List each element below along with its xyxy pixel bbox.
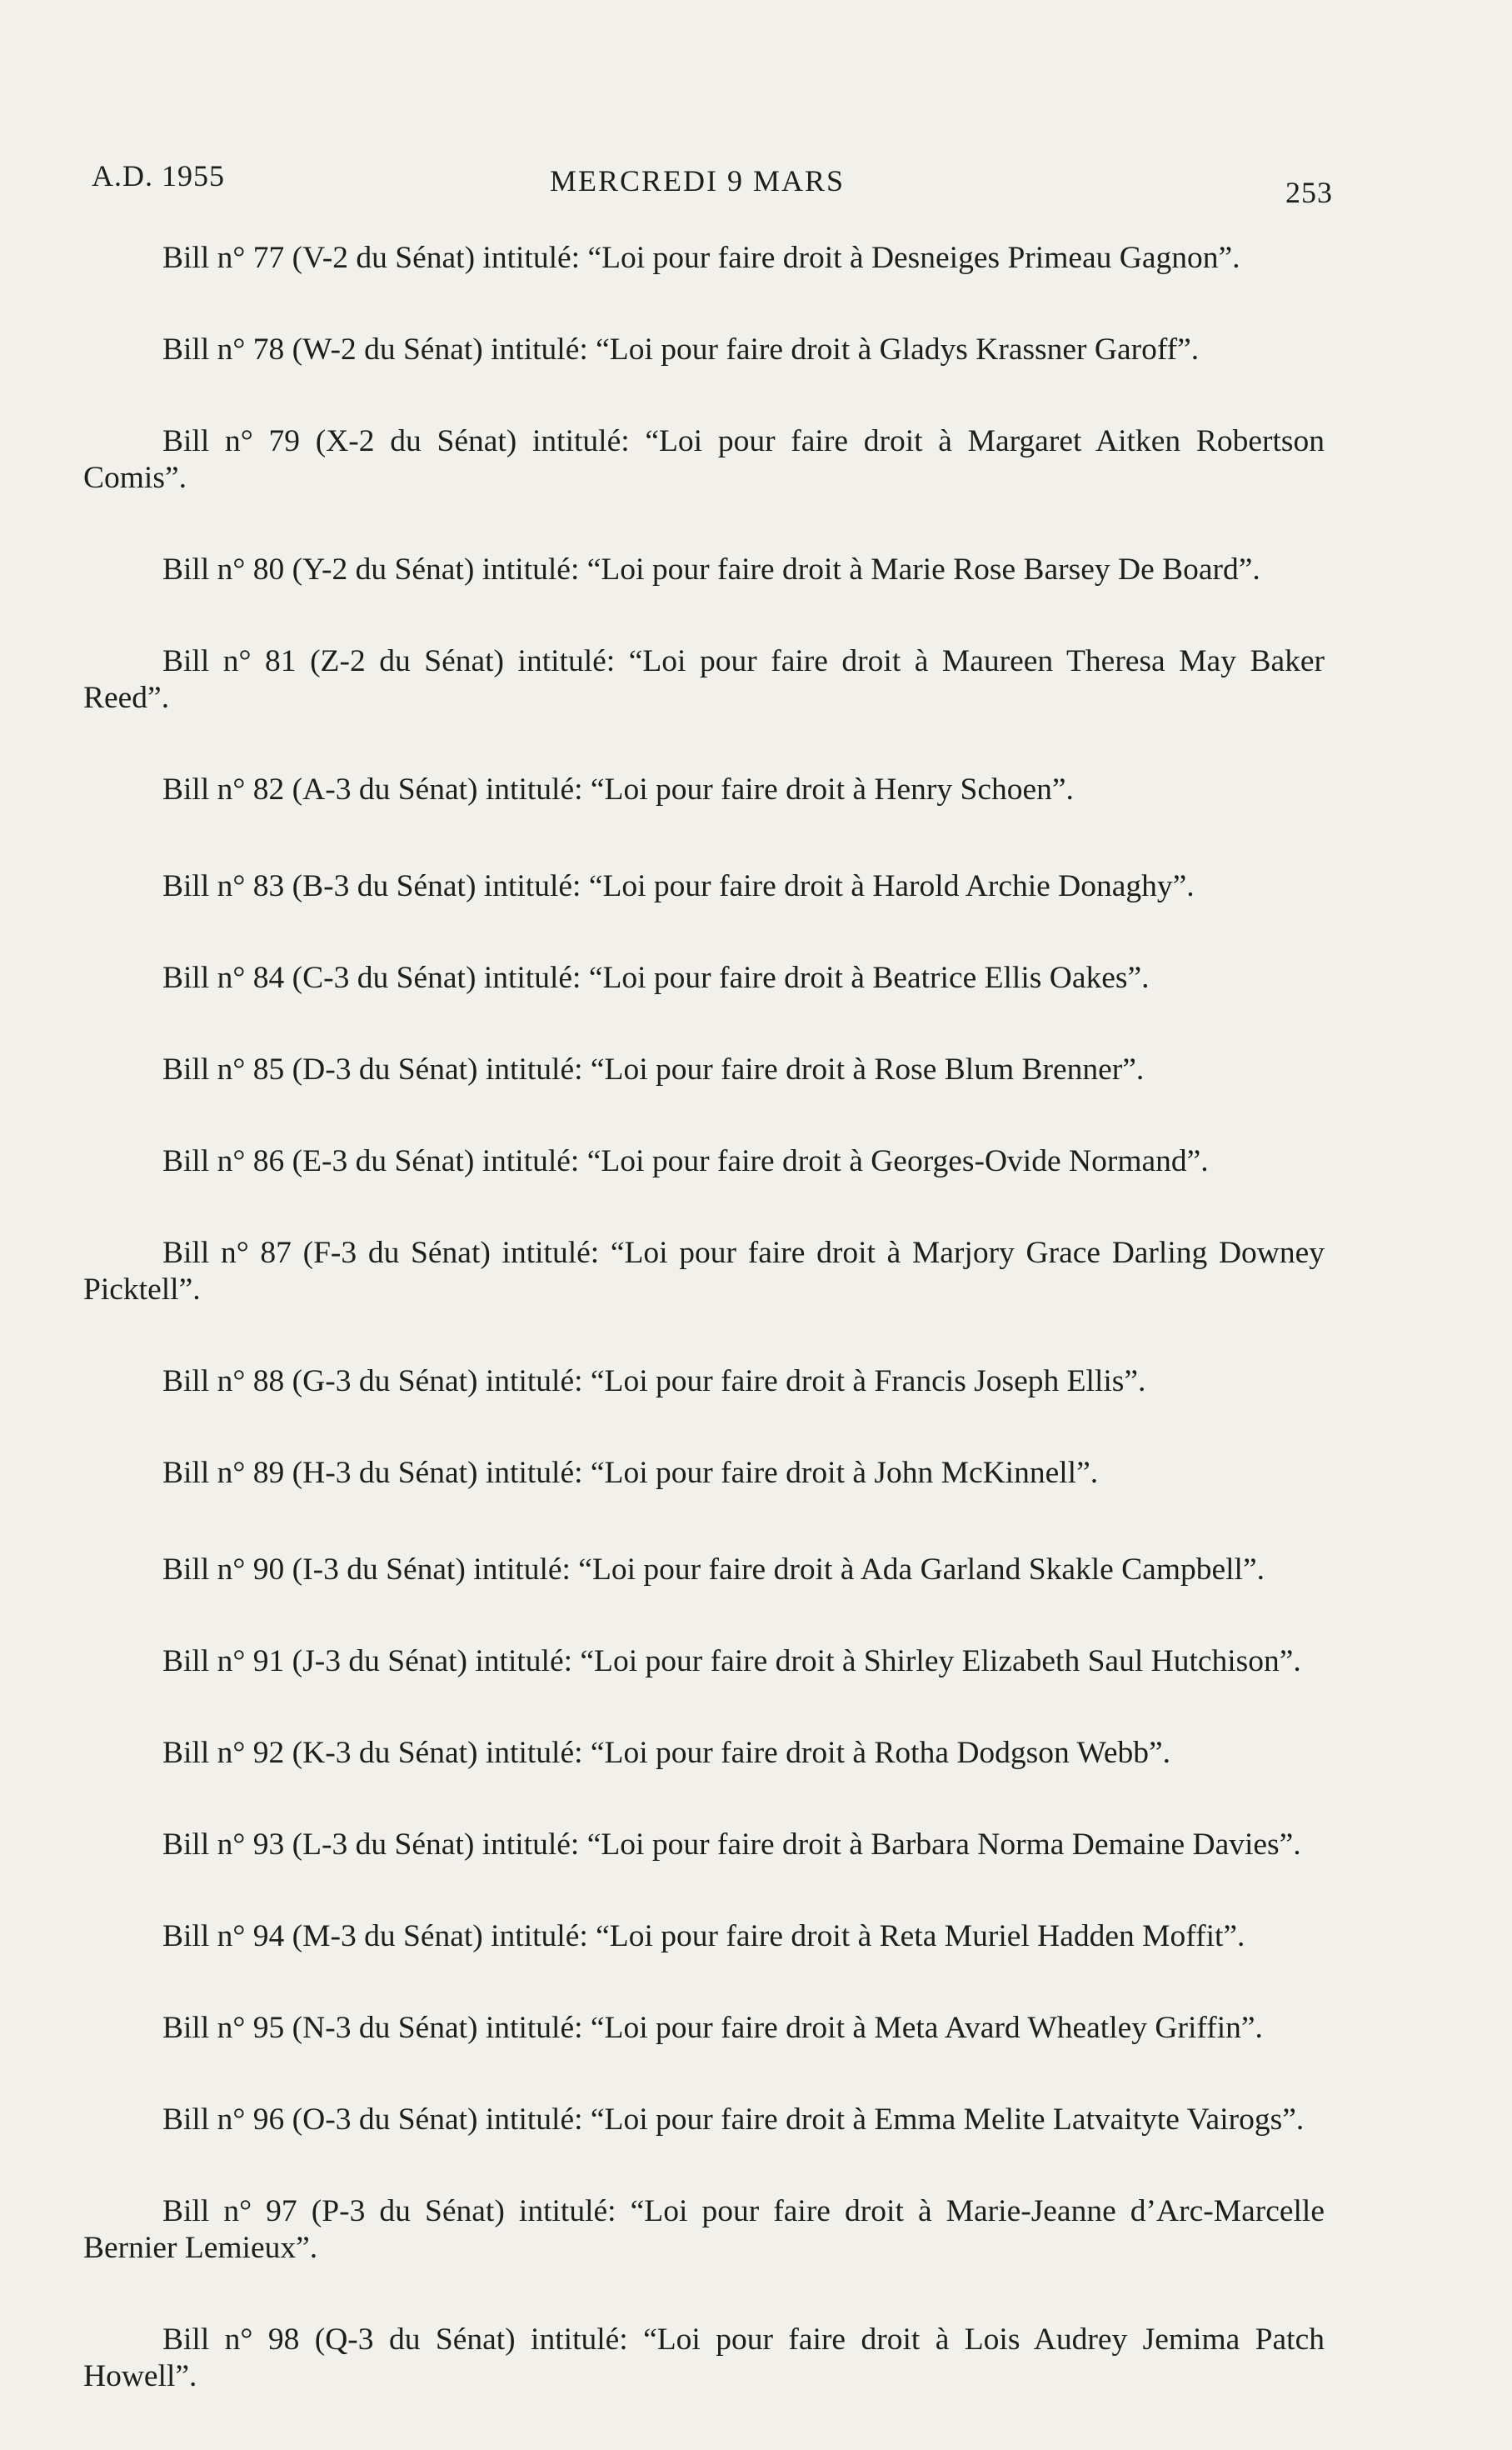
- bill-entry: Bill n° 87 (F-3 du Sénat) intitulé: “Loi pour faire droit à Marjory Grace Darling Downey Picktell”.: [83, 1236, 1325, 1307]
- bill-entry: Bill n° 92 (K-3 du Sénat) intitulé: “Loi pour faire droit à Rotha Dodgson Webb”.: [162, 1736, 1171, 1770]
- bill-entry: Bill n° 86 (E-3 du Sénat) intitulé: “Loi pour faire droit à Georges-Ovide Normand”.: [162, 1144, 1209, 1178]
- header-date: MERCREDI 9 MARS: [550, 164, 846, 198]
- bill-entry: Bill n° 83 (B-3 du Sénat) intitulé: “Loi pour faire droit à Harold Archie Donaghy”.: [162, 869, 1195, 903]
- page-number: 253: [1285, 176, 1333, 209]
- page-header: [92, 158, 1333, 208]
- bill-entry: Bill n° 79 (X-2 du Sénat) intitulé: “Loi pour faire droit à Margaret Aitken Robertson Comis”.: [83, 424, 1325, 495]
- bill-list: [83, 240, 1325, 2450]
- bill-entry: Bill n° 90 (I-3 du Sénat) intitulé: “Loi pour faire droit à Ada Garland Skakle Campbell”.: [162, 1552, 1265, 1587]
- bill-entry: Bill n° 97 (P-3 du Sénat) intitulé: “Loi pour faire droit à Marie-Jeanne d’Arc-Marcelle Bernier Lemieux”.: [83, 2194, 1325, 2265]
- bill-entry: Bill n° 89 (H-3 du Sénat) intitulé: “Loi pour faire droit à John McKinnell”.: [162, 1456, 1099, 1490]
- bill-entry: Bill n° 91 (J-3 du Sénat) intitulé: “Loi pour faire droit à Shirley Elizabeth Saul Hutchison”.: [162, 1644, 1301, 1678]
- bill-entry: Bill n° 78 (W-2 du Sénat) intitulé: “Loi pour faire droit à Gladys Krassner Garoff”.: [162, 332, 1200, 367]
- bill-entry: Bill n° 95 (N-3 du Sénat) intitulé: “Loi pour faire droit à Meta Avard Wheatley Griffin”.: [162, 2011, 1263, 2045]
- bill-entry: Bill n° 80 (Y-2 du Sénat) intitulé: “Loi pour faire droit à Marie Rose Barsey De Board”.: [162, 552, 1260, 587]
- bill-entry: Bill n° 88 (G-3 du Sénat) intitulé: “Loi pour faire droit à Francis Joseph Ellis”.: [162, 1364, 1146, 1398]
- bill-entry: Bill n° 98 (Q-3 du Sénat) intitulé: “Loi pour faire droit à Lois Audrey Jemima Patch Howell”.: [83, 2322, 1325, 2393]
- bill-entry: Bill n° 77 (V-2 du Sénat) intitulé: “Loi pour faire droit à Desneiges Primeau Gagnon”.: [162, 241, 1240, 275]
- bill-entry: Bill n° 82 (A-3 du Sénat) intitulé: “Loi pour faire droit à Henry Schoen”.: [162, 772, 1074, 807]
- bill-entry: Bill n° 84 (C-3 du Sénat) intitulé: “Loi pour faire droit à Beatrice Ellis Oakes”.: [162, 961, 1150, 995]
- bill-entry: Bill n° 81 (Z-2 du Sénat) intitulé: “Loi pour faire droit à Maureen Theresa May Baker Reed”.: [83, 644, 1325, 715]
- bill-entry: Bill n° 96 (O-3 du Sénat) intitulé: “Loi pour faire droit à Emma Melite Latvaityte Vairogs”.: [162, 2102, 1305, 2137]
- bill-entry: Bill n° 85 (D-3 du Sénat) intitulé: “Loi pour faire droit à Rose Blum Brenner”.: [162, 1052, 1145, 1087]
- header-year: A.D. 1955: [92, 159, 225, 192]
- bill-entry: Bill n° 94 (M-3 du Sénat) intitulé: “Loi pour faire droit à Reta Muriel Hadden Moffit”.: [162, 1919, 1245, 1953]
- bill-entry: Bill n° 93 (L-3 du Sénat) intitulé: “Loi pour faire droit à Barbara Norma Demaine Davies”.: [162, 1828, 1301, 1862]
